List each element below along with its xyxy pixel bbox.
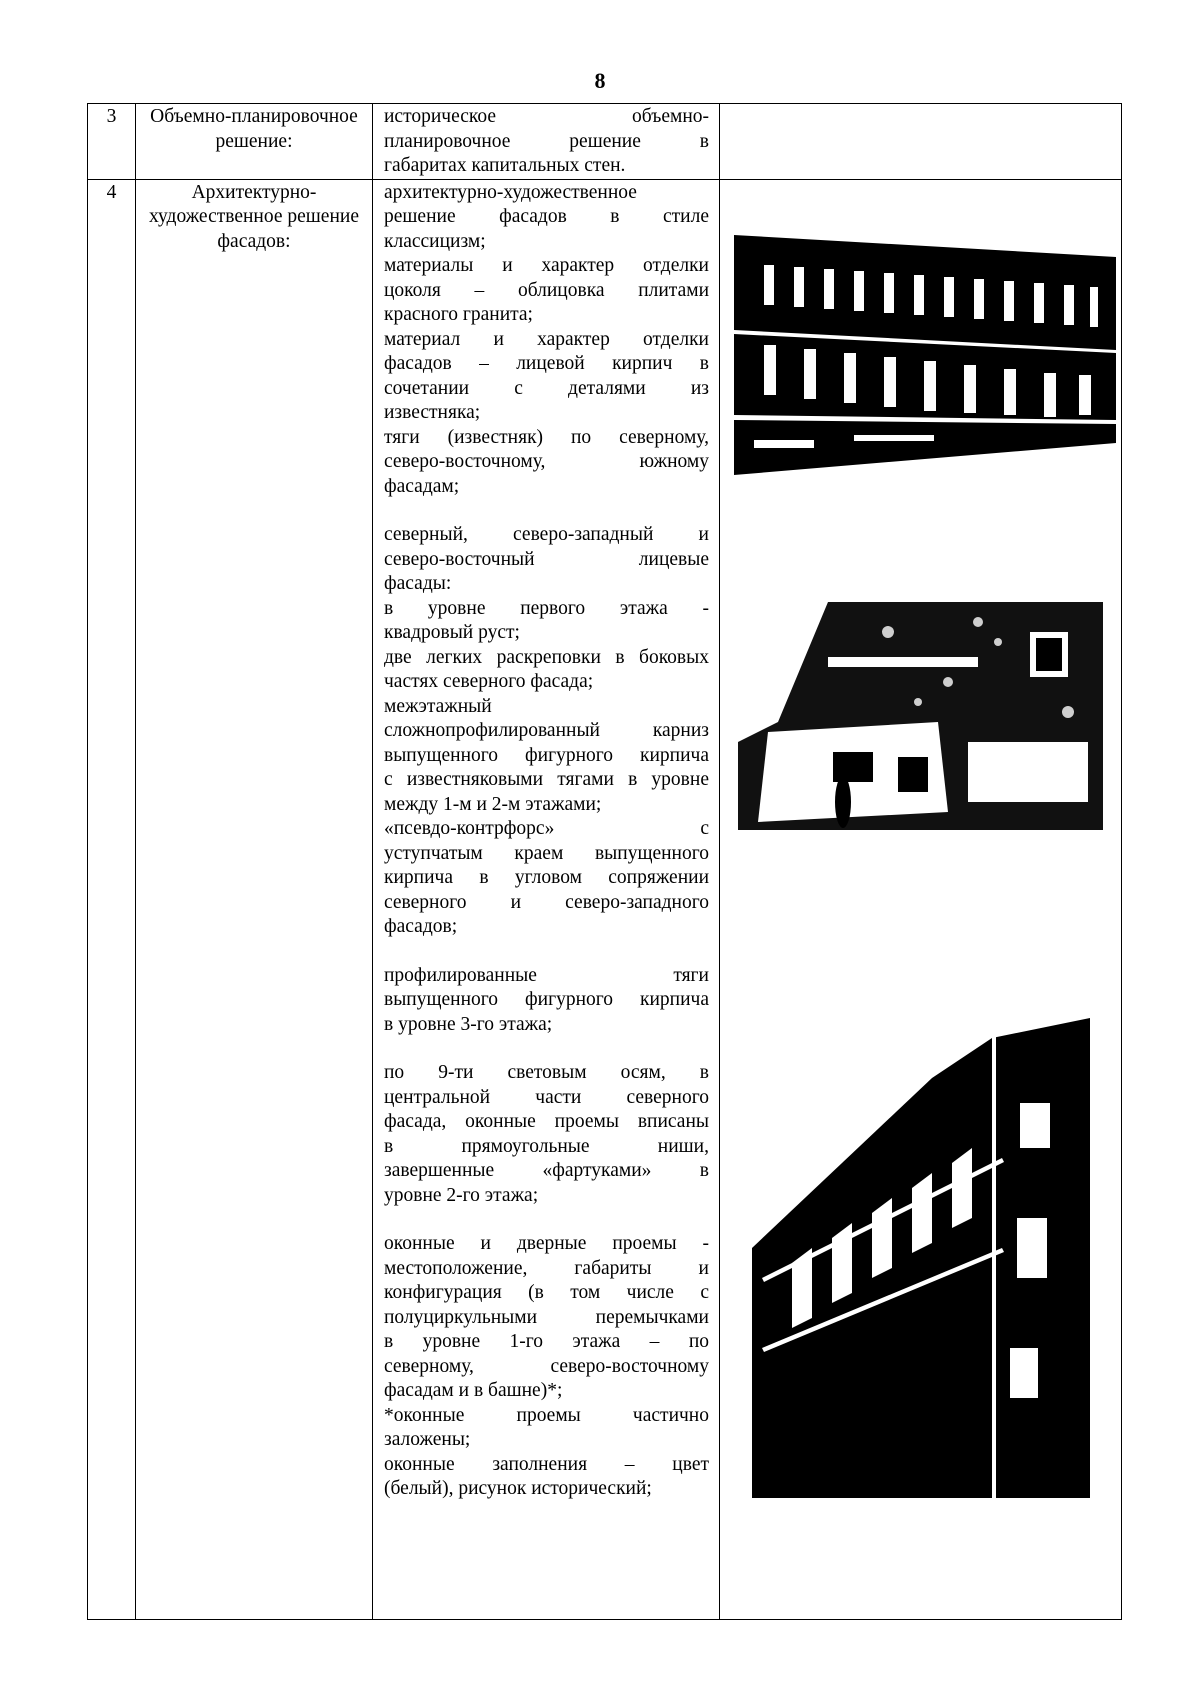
photo-cell: [720, 104, 1122, 180]
description-line: северному, северо-восточному: [384, 1355, 709, 1377]
description-line: фасадам и в башне)*;: [384, 1380, 563, 1401]
paragraph-gap: [384, 499, 709, 523]
description-line: северного и северо-западного: [384, 891, 709, 913]
paragraph-gap: [384, 1208, 709, 1232]
description-line: уступчатым краем выпущенного: [384, 842, 709, 864]
description-line: северо-восточному, южному: [384, 451, 709, 472]
description-line: красного гранита;: [384, 304, 533, 325]
description-line: в уровне 3-го этажа;: [384, 1013, 553, 1035]
page-number: 8: [594, 68, 606, 93]
description-line: полуциркульными перемычками: [384, 1306, 709, 1328]
description-line: известняка;: [384, 402, 481, 423]
paragraph-gap: [384, 940, 709, 964]
description-line: две легких раскреповки в боковых: [384, 646, 709, 668]
description-line: северо-восточный лицевые: [384, 548, 709, 570]
row-description: [373, 179, 720, 1620]
facade-photo-3: [752, 1018, 1090, 1498]
row-number: 3: [88, 104, 136, 180]
description-line: северный, северо-западный и: [384, 524, 709, 545]
description-line: квадровый руст;: [384, 622, 520, 643]
description-line: конфигурация (в том числе с: [384, 1282, 709, 1303]
description-line: с известняковыми тягами в уровне: [384, 769, 709, 790]
description-line: оконные заполнения – цвет: [384, 1453, 709, 1475]
description-line: габаритах капитальных стен.: [384, 155, 626, 176]
description-line: центральной части северного: [384, 1086, 709, 1108]
description-line: межэтажный: [384, 695, 492, 717]
row-title: Архитектурно-художественное решение фасадов:: [136, 179, 373, 1620]
facade-photo-1: [734, 225, 1116, 475]
description-line: фасада, оконные проемы вписаны: [384, 1111, 709, 1132]
description-line: цоколя – облицовка плитами: [384, 279, 709, 301]
description-line: планировочное решение в: [384, 130, 709, 152]
description-line: решение фасадов в стиле: [384, 206, 709, 227]
description-line: фасадов;: [384, 916, 458, 937]
description-line: между 1-м и 2-м этажами;: [384, 793, 602, 815]
description-line: заложены;: [384, 1429, 471, 1450]
description-line: *оконные проемы частично: [384, 1404, 709, 1426]
description-line: в прямоугольные ниши,: [384, 1135, 709, 1157]
description-line: кирпича в угловом сопряжении: [384, 867, 709, 888]
description-line: историческое объемно-: [384, 106, 709, 127]
description-line: (белый), рисунок исторический;: [384, 1478, 652, 1499]
row-number: 4: [88, 179, 136, 1620]
description-line: выпущенного фигурного кирпича: [384, 744, 709, 766]
description-line: профилированные тяги: [384, 964, 709, 986]
description-line: тяги (известняк) по северному,: [384, 426, 709, 448]
description-line: выпущенного фигурного кирпича: [384, 989, 709, 1010]
description-line: архитектурно-художественное: [384, 181, 637, 203]
description-line: в уровне 1-го этажа – по: [384, 1331, 709, 1352]
description-line: в уровне первого этажа -: [384, 597, 709, 619]
description-line: сложнопрофилированный карниз: [384, 720, 709, 741]
row-title: Объемно-планировочное решение:: [136, 104, 373, 180]
description-line: материал и характер отделки: [384, 328, 709, 350]
row-description: [373, 104, 720, 180]
table-row: [88, 104, 1122, 180]
description-line: по 9-ти световым осям, в: [384, 1062, 709, 1083]
description-line: сочетании с деталями из: [384, 377, 709, 399]
description-line: фасадам;: [384, 475, 460, 497]
description-line: «псевдо-контрфорс» с: [384, 818, 709, 839]
facade-photo-2: [738, 602, 1103, 842]
description-line: фасадов – лицевой кирпич в: [384, 353, 709, 374]
description-line: частях северного фасада;: [384, 671, 594, 692]
description-line: классицизм;: [384, 230, 486, 252]
description-line: материалы и характер отделки: [384, 255, 709, 276]
description-line: уровне 2-го этажа;: [384, 1184, 539, 1206]
description-line: местоположение, габариты и: [384, 1257, 709, 1279]
description-line: фасады:: [384, 573, 452, 594]
description-line: оконные и дверные проемы -: [384, 1233, 709, 1254]
description-line: завершенные «фартуками» в: [384, 1160, 709, 1181]
paragraph-gap: [384, 1037, 709, 1061]
